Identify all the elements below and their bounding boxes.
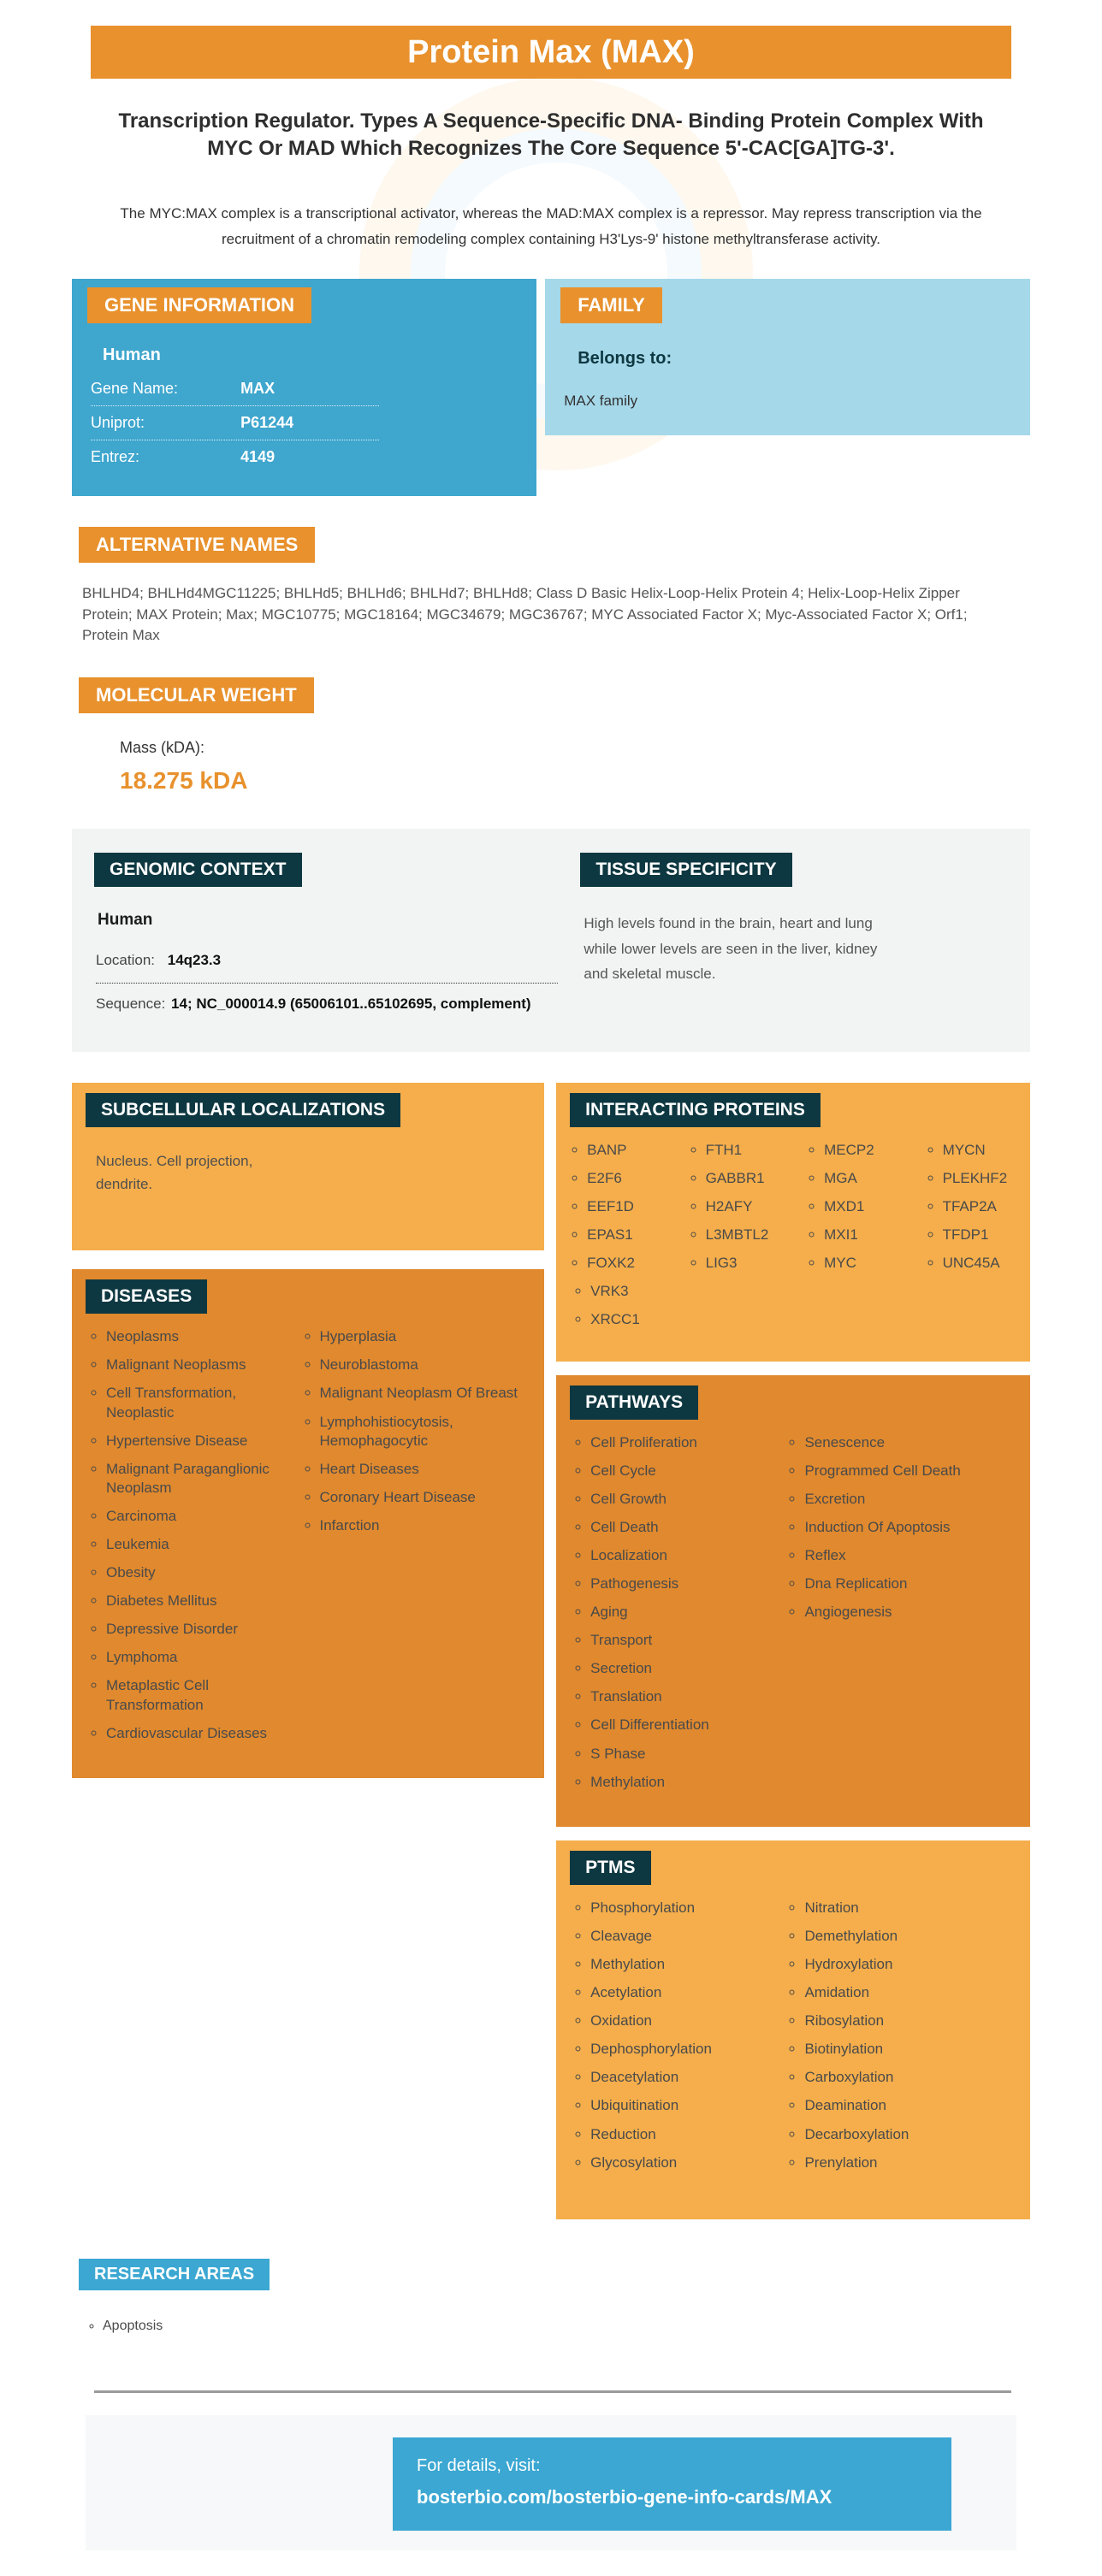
list-item: ◦ Malignant Neoplasm Of Breast [320, 1384, 545, 1403]
list-item: ◦ Transport [590, 1631, 779, 1650]
list-item: ◦ Acetylation [590, 1983, 779, 2002]
gene-name-label: Gene Name: [91, 379, 179, 397]
pathways-column-1 [556, 1433, 779, 1801]
list-item: ◦ Amidation [804, 1983, 1030, 2002]
research-areas-heading: RESEARCH AREAS [79, 2259, 270, 2290]
interacting-proteins-column-2 [675, 1141, 793, 1282]
list-item: ◦ Cleavage [590, 1927, 779, 1946]
list-item: ◦ Heart Diseases [320, 1460, 545, 1479]
list-item: ◦ Lymphoma [106, 1648, 294, 1667]
list-item: ◦ LIG3 [706, 1254, 793, 1273]
pathways-panel [556, 1375, 1030, 1827]
list-item: ◦ Cell Differentiation [590, 1716, 779, 1734]
ptms-heading: PTMS [570, 1851, 650, 1885]
list-item: ◦ Apoptosis [103, 2318, 1030, 2336]
entrez-label: Entrez: [91, 447, 140, 465]
list-item: ◦ Cell Growth [590, 1490, 779, 1509]
research-areas-list [72, 2318, 1030, 2336]
list-item: ◦ TFDP1 [943, 1226, 1030, 1244]
sequence-label: Sequence: [96, 995, 166, 1012]
list-item: ◦ Secretion [590, 1659, 779, 1678]
right-column [556, 1083, 1030, 2219]
list-item: ◦ XRCC1 [590, 1310, 1030, 1329]
footer-divider [94, 2390, 1011, 2393]
list-item: ◦ Pathogenesis [590, 1575, 779, 1593]
list-item: ◦ VRK3 [590, 1282, 1030, 1301]
list-item: ◦ Leukemia [106, 1535, 294, 1554]
list-item: ◦ E2F6 [587, 1169, 674, 1188]
list-item: ◦ Hydroxylation [804, 1955, 1030, 1974]
list-item: ◦ Metaplastic Cell Transformation [106, 1676, 294, 1714]
research-areas-section [72, 2259, 1030, 2336]
genomic-context-section [94, 853, 570, 1013]
boxes-columns [72, 1083, 1030, 2219]
mass-value: 18.275 kDA [120, 766, 248, 794]
list-item: ◦ Localization [590, 1546, 779, 1565]
list-item: ◦ EEF1D [587, 1197, 674, 1216]
uniprot-label: Uniprot: [91, 413, 145, 431]
list-item: ◦ Carboxylation [804, 2068, 1030, 2087]
sequence-value: 14; NC_000014.9 (65006101..65102695, complement) [171, 995, 531, 1012]
gene-name-row [91, 372, 379, 406]
location-row [96, 952, 558, 984]
list-item: ◦ Hyperplasia [320, 1327, 545, 1346]
sequence-row [96, 996, 570, 1013]
subcellular-localizations-panel [72, 1083, 544, 1250]
pathways-list [556, 1433, 1030, 1801]
list-item: ◦ FOXK2 [587, 1254, 674, 1273]
list-item: ◦ BANP [587, 1141, 674, 1160]
list-item: ◦ Hypertensive Disease [106, 1432, 294, 1450]
list-item: ◦ Senescence [804, 1433, 1030, 1452]
list-item: ◦ Cell Transformation, Neoplastic [106, 1384, 294, 1421]
protein-description: The MYC:MAX complex is a transcriptional activator, whereas the MAD:MAX complex is a repressor. May repress transcription via the recruitment of a chromatin remodeling complex containing H3'Lys-9' histone methyltransferase activity. [120, 204, 982, 248]
list-item: ◦ L3MBTL2 [706, 1226, 793, 1244]
list-item: ◦ Phosphorylation [590, 1899, 779, 1917]
list-item: ◦ Ribosylation [804, 2012, 1030, 2030]
interacting-proteins-column-3 [793, 1141, 911, 1282]
family-value: MAX family [564, 392, 638, 409]
tissue-specificity-text: High levels found in the brain, heart and lung while lower levels are seen in the liver, kidney and skeletal muscle. [584, 914, 878, 983]
family-belongs-label: Belongs to: [578, 348, 672, 368]
mass-label: Mass (kDA): [120, 738, 204, 756]
list-item: ◦ Malignant Neoplasms [106, 1356, 294, 1374]
list-item: ◦ Angiogenesis [804, 1603, 1030, 1622]
list-item: ◦ TFAP2A [943, 1197, 1030, 1216]
diseases-panel [72, 1269, 544, 1778]
tissue-specificity-heading: TISSUE SPECIFICITY [580, 853, 791, 887]
list-item: ◦ Induction Of Apoptosis [804, 1518, 1030, 1537]
family-panel [545, 279, 1030, 435]
list-item: ◦ Cell Death [590, 1518, 779, 1537]
list-item: ◦ Obesity [106, 1563, 294, 1582]
ptms-list [556, 1899, 1030, 2182]
list-item: ◦ MXD1 [824, 1197, 911, 1216]
tissue-specificity-section [570, 853, 1010, 987]
gene-name-value: MAX [240, 379, 276, 397]
list-item: ◦ Reduction [590, 2125, 779, 2144]
gene-info-table [91, 372, 379, 474]
ptms-column-1 [556, 1899, 779, 2182]
diseases-heading: DISEASES [86, 1279, 207, 1314]
genomic-context-heading: GENOMIC CONTEXT [94, 853, 302, 887]
location-value: 14q23.3 [167, 951, 222, 968]
page-title: Protein Max (MAX) [407, 33, 695, 70]
list-item: ◦ MYCN [943, 1141, 1030, 1160]
list-item: ◦ Prenylation [804, 2154, 1030, 2172]
list-item: ◦ Diabetes Mellitus [106, 1592, 294, 1610]
list-item: ◦ GABBR1 [706, 1169, 793, 1188]
list-item: ◦ Dephosphorylation [590, 2040, 779, 2059]
family-heading: FAMILY [560, 287, 662, 323]
genomic-species: Human [98, 910, 153, 929]
alternative-names-text: BHLHD4; BHLHd4MGC11225; BHLHd5; BHLHd6; BHLHd7; BHLHd8; Class D Basic Helix-Loop-Helix Protein 4; Helix-Loop-Helix Zipper Protein; MAX Protein; Max; MGC10775; MGC18164; MGC34679; MGC36767; MYC Associated Factor X; Myc-Associated Factor X; Orf1; Protein Max [82, 584, 968, 644]
list-item: ◦ Lymphohistiocytosis, Hemophagocytic [320, 1413, 545, 1450]
list-item: ◦ Nitration [804, 1899, 1030, 1917]
list-item: ◦ MECP2 [824, 1141, 911, 1160]
ptms-column-2 [779, 1899, 1030, 2182]
gene-information-panel [72, 279, 536, 496]
list-item: ◦ PLEKHF2 [943, 1169, 1030, 1188]
pathways-column-2 [779, 1433, 1030, 1801]
pathways-heading: PATHWAYS [570, 1385, 698, 1420]
list-item: ◦ Aging [590, 1603, 779, 1622]
list-item: ◦ FTH1 [706, 1141, 793, 1160]
genomic-tissue-panel [72, 829, 1030, 1052]
subcellular-localizations-text: Nucleus. Cell projection, dendrite. [96, 1152, 253, 1193]
list-item: ◦ Methylation [590, 1955, 779, 1974]
list-item: ◦ Neuroblastoma [320, 1356, 545, 1374]
molecular-weight-section [72, 677, 1030, 795]
list-item: ◦ Programmed Cell Death [804, 1462, 1030, 1480]
list-item: ◦ Infarction [320, 1516, 545, 1535]
list-item: ◦ Cell Cycle [590, 1462, 779, 1480]
title-banner [91, 26, 1011, 79]
interacting-proteins-column-4 [912, 1141, 1030, 1282]
list-item: ◦ Methylation [590, 1773, 779, 1792]
interacting-proteins-panel [556, 1083, 1030, 1362]
list-item: ◦ Neoplasms [106, 1327, 294, 1346]
list-item: ◦ MXI1 [824, 1226, 911, 1244]
footer-visit-label: For details, visit: [417, 2455, 541, 2475]
left-column [72, 1083, 544, 1778]
list-item: ◦ Excretion [804, 1490, 1030, 1509]
molecular-weight-heading: MOLECULAR WEIGHT [79, 677, 314, 713]
list-item: ◦ Coronary Heart Disease [320, 1488, 545, 1507]
list-item: ◦ Biotinylation [804, 2040, 1030, 2059]
list-item: ◦ Reflex [804, 1546, 1030, 1565]
diseases-list [72, 1327, 544, 1752]
list-item: ◦ Malignant Paraganglionic Neoplasm [106, 1460, 294, 1498]
interacting-proteins-column-1 [556, 1141, 674, 1282]
protein-subtitle: Transcription Regulator. Types A Sequence-Specific DNA- Binding Protein Complex With MYC Or MAD Which Recognizes The Core Sequence 5'-CAC[GA]TG-3'. [118, 109, 984, 161]
uniprot-row [91, 406, 379, 440]
list-item: ◦ EPAS1 [587, 1226, 674, 1244]
list-item: ◦ Deamination [804, 2096, 1030, 2115]
footer-link[interactable]: bosterbio.com/bosterbio-gene-info-cards/MAX [417, 2485, 832, 2508]
list-item: ◦ H2AFY [706, 1197, 793, 1216]
diseases-column-1 [72, 1327, 294, 1752]
interacting-proteins-extra [556, 1282, 1030, 1329]
list-item: ◦ MGA [824, 1169, 911, 1188]
interacting-proteins-grid [556, 1141, 1030, 1282]
uniprot-value: P61244 [240, 413, 294, 431]
ptms-panel [556, 1840, 1030, 2219]
alternative-names-section [72, 527, 1030, 647]
footer-panel [86, 2415, 1016, 2550]
list-item: ◦ Translation [590, 1687, 779, 1706]
list-item: ◦ Cell Proliferation [590, 1433, 779, 1452]
gene-family-row [72, 279, 1030, 496]
list-item: ◦ UNC45A [943, 1254, 1030, 1273]
list-item: ◦ Deacetylation [590, 2068, 779, 2087]
list-item: ◦ Cardiovascular Diseases [106, 1724, 294, 1743]
list-item: ◦ Glycosylation [590, 2154, 779, 2172]
list-item: ◦ Depressive Disorder [106, 1620, 294, 1639]
subcellular-localizations-heading: SUBCELLULAR LOCALIZATIONS [86, 1093, 400, 1127]
entrez-row [91, 440, 379, 474]
list-item: ◦ Ubiquitination [590, 2096, 779, 2115]
footer-callout [393, 2437, 951, 2531]
list-item: ◦ Carcinoma [106, 1507, 294, 1526]
location-label: Location: [96, 951, 155, 968]
entrez-value: 4149 [240, 447, 276, 465]
gene-species: Human [103, 345, 161, 364]
list-item: ◦ Oxidation [590, 2012, 779, 2030]
list-item: ◦ MYC [824, 1254, 911, 1273]
interacting-proteins-heading: INTERACTING PROTEINS [570, 1093, 821, 1127]
diseases-column-2 [294, 1327, 545, 1752]
list-item: ◦ Demethylation [804, 1927, 1030, 1946]
list-item: ◦ Dna Replication [804, 1575, 1030, 1593]
list-item: ◦ Decarboxylation [804, 2125, 1030, 2144]
alternative-names-heading: ALTERNATIVE NAMES [79, 527, 315, 563]
list-item: ◦ S Phase [590, 1745, 779, 1764]
gene-information-heading: GENE INFORMATION [87, 287, 311, 323]
